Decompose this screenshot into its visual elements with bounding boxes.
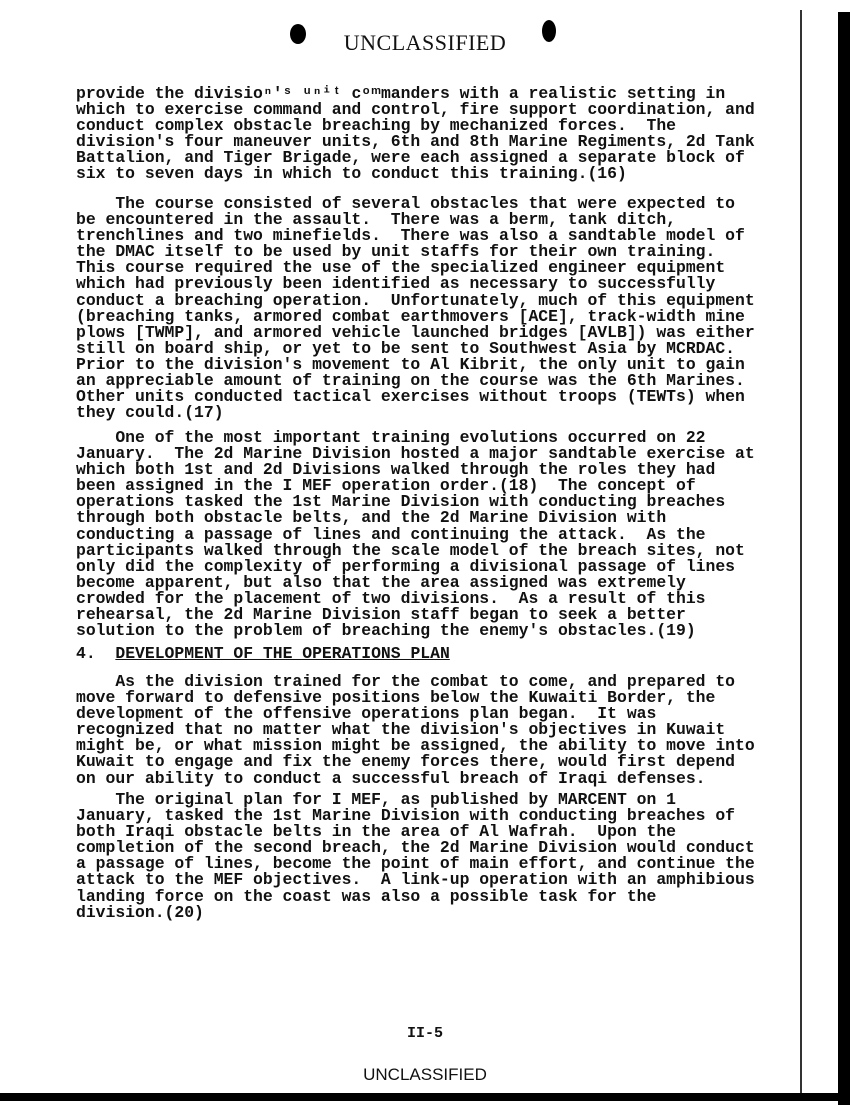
text-line: which to exercise command and control, fire support coordination, and — [76, 100, 755, 120]
text-line: on our ability to conduct a successful breach of Iraqi defenses. — [76, 768, 706, 788]
paragraph-3 — [76, 430, 755, 639]
text-line: development of the offensive operations plan began. It was — [76, 704, 657, 724]
footer-classification: UNCLASSIFIED — [363, 1065, 487, 1084]
text-line: division.(20) — [76, 902, 204, 922]
text-line: solution to the problem of breaching the enemy's obstacles.(19) — [76, 621, 696, 641]
scan-edge-bar-right — [838, 12, 850, 1105]
section-title: DEVELOPMENT OF THE OPERATIONS PLAN — [115, 644, 450, 663]
text-line: crowded for the placement of two divisions. As a result of this — [76, 588, 706, 608]
text-line: which had previously been identified as necessary to successfully — [76, 274, 716, 294]
scan-edge-line — [800, 10, 802, 1100]
text-line: Prior to the division's movement to Al Kibrit, the only unit to gain — [76, 354, 745, 374]
text-line: Kuwait to engage and fix the enemy forces there, would first depend — [76, 752, 736, 772]
text-line: an appreciable amount of training on the course was the 6th Marines. — [76, 371, 745, 391]
text-line: division's four maneuver units, 6th and 8th Marine Regiments, 2d Tank — [76, 132, 755, 152]
text-line: One of the most important training evolutions occurred on 22 — [76, 428, 706, 447]
paragraph-4 — [76, 674, 755, 787]
paragraph-2 — [76, 196, 755, 421]
text-line: six to seven days in which to conduct this training.(16) — [76, 164, 627, 184]
text-line: As the division trained for the combat to come, and prepared to — [76, 672, 736, 691]
text-line: Other units conducted tactical exercises without troops (TEWTs) when — [76, 387, 745, 407]
text-line: completion of the second breach, the 2d Marine Division would conduct — [76, 838, 755, 858]
text-line: might be, or what mission might be assigned, the ability to move into — [76, 736, 755, 756]
text-line: the DMAC itself to be used by unit staffs for their own training. — [76, 242, 716, 262]
text-line: they could.(17) — [76, 403, 224, 423]
text-line: through both obstacle belts, and the 2d Marine Division with — [76, 508, 667, 528]
text-line: move forward to defensive positions below the Kuwaiti Border, the — [76, 688, 716, 708]
text-line: be encountered in the assault. There was a berm, tank ditch, — [76, 210, 676, 230]
text-line: operations tasked the 1st Marine Division with conducting breaches — [76, 492, 726, 512]
text-line: provide the divisioⁿ'ˢ ᵘⁿⁱᵗ cᵒᵐmanders with a realistic setting in — [76, 84, 726, 103]
text-line: Battalion, and Tiger Brigade, were each assigned a separate block of — [76, 148, 745, 168]
text-line: The course consisted of several obstacles that were expected to — [76, 194, 736, 213]
text-line: plows [TWMP], and armored vehicle launched bridges [AVLB]) was either — [76, 322, 755, 342]
text-line: only did the complexity of performing a divisional passage of lines — [76, 556, 736, 576]
text-line: a passage of lines, become the point of main effort, and continue the — [76, 854, 755, 874]
text-line: January. The 2d Marine Division hosted a major sandtable exercise at — [76, 444, 755, 464]
text-line: The original plan for I MEF, as published by MARCENT on 1 — [76, 790, 676, 809]
paragraph-1 — [76, 86, 755, 183]
text-line: (breaching tanks, armored combat earthmovers [ACE], track-width mine — [76, 306, 745, 326]
header-classification: UNCLASSIFIED — [343, 30, 507, 55]
text-line: become apparent, but also that the area assigned was extremely — [76, 572, 686, 592]
section-number: 4. — [76, 644, 116, 663]
text-line: both Iraqi obstacle belts in the area of Al Wafrah. Upon the — [76, 822, 676, 842]
text-line: conduct complex obstacle breaching by mechanized forces. The — [76, 116, 676, 136]
scan-edge-bar-bottom — [0, 1093, 850, 1101]
text-line: This course required the use of the specialized engineer equipment — [76, 258, 726, 278]
section-heading — [76, 646, 450, 662]
text-line: which both 1st and 2d Divisions walked through the roles they had — [76, 460, 716, 480]
text-line: January, tasked the 1st Marine Division with conducting breaches of — [76, 806, 736, 826]
paragraph-5 — [76, 792, 755, 921]
text-line: been assigned in the I MEF operation order.(18) The concept of — [76, 476, 696, 496]
text-line: attack to the MEF objectives. A link-up operation with an amphibious — [76, 870, 755, 890]
text-line: rehearsal, the 2d Marine Division staff began to seek a better — [76, 605, 686, 625]
text-line: trenchlines and two minefields. There was also a sandtable model of — [76, 226, 745, 246]
text-line: conduct a breaching operation. Unfortunately, much of this equipment — [76, 290, 755, 310]
text-line: landing force on the coast was also a possible task for the — [76, 886, 657, 906]
text-line: participants walked through the scale model of the breach sites, not — [76, 540, 745, 560]
page-number: II-5 — [406, 1025, 443, 1042]
text-line: conducting a passage of lines and continuing the attack. As the — [76, 524, 706, 544]
text-line: still on board ship, or yet to be sent to Southwest Asia by MCRDAC. — [76, 338, 736, 358]
text-line: recognized that no matter what the division's objectives in Kuwait — [76, 720, 726, 740]
